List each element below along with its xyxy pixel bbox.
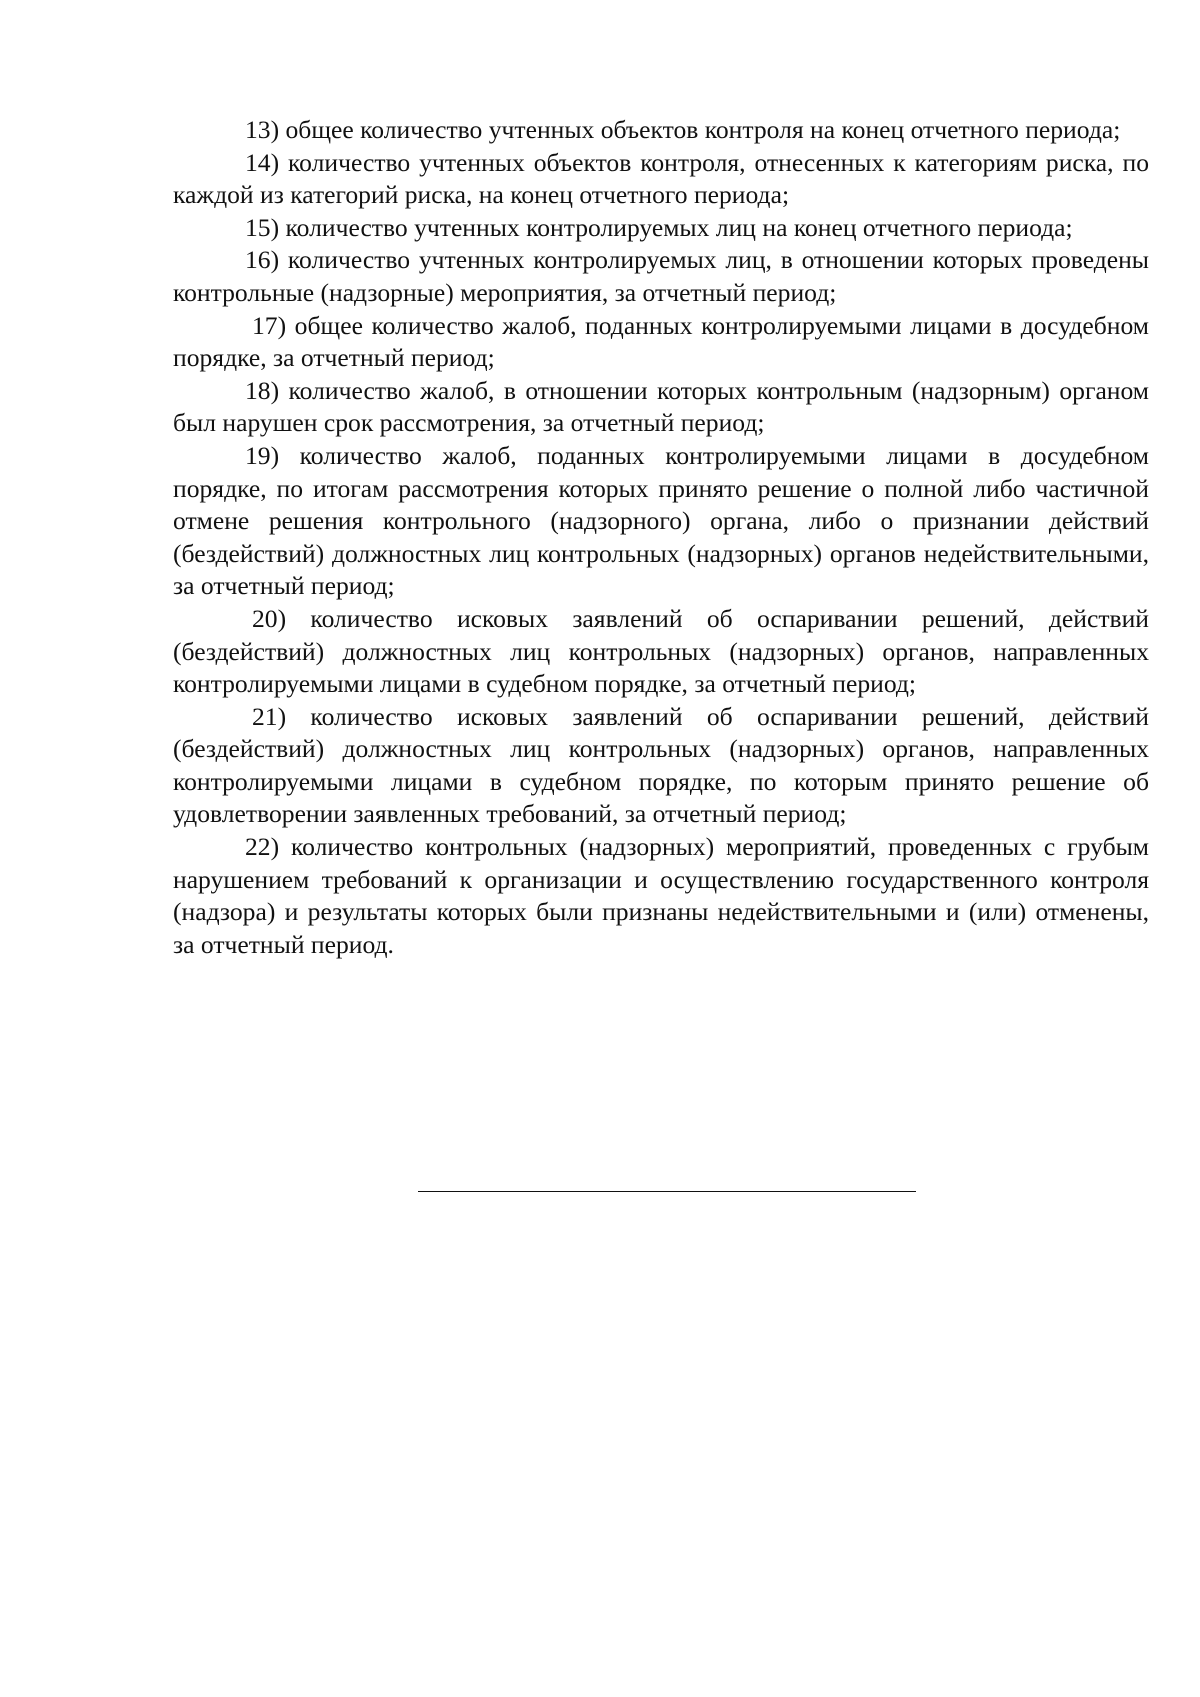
list-item-14: 14) количество учтенных объектов контроля, отнесенных к категориям риска, по каждой из категорий риска, на конец отчетного периода; (173, 147, 1149, 210)
document-body (173, 114, 1149, 961)
list-item-22: 22) количество контрольных (надзорных) мероприятий, проведенных с грубым нарушением требований к организации и осуществлению государственного контроля (надзора) и результаты которых были признаны недействительными и (или) отменены, за отчетный период. (173, 832, 1149, 959)
list-item-17: 17) общее количество жалоб, поданных контролируемыми лицами в досудебном порядке, за отчетный период; (173, 310, 1149, 373)
list-item-15: 15) количество учтенных контролируемых лиц на конец отчетного периода; (245, 212, 1073, 242)
list-item-18: 18) количество жалоб, в отношении которых контрольным (надзорным) органом был нарушен срок рассмотрения, за отчетный период; (173, 375, 1149, 438)
list-item-20: 20) количество исковых заявлений об оспаривании решений, действий (бездействий) должностных лиц контрольных (надзорных) органов, направленных контролируемыми лицами в судебном порядке, за отчетный период; (173, 603, 1149, 699)
end-divider-line (418, 1191, 916, 1192)
list-item-21: 21) количество исковых заявлений об оспаривании решений, действий (бездействий) должностных лиц контрольных (надзорных) органов, направленных контролируемыми лицами в судебном порядке, по которым принято решение об удовлетворении заявленных требований, за отчетный период; (173, 701, 1149, 829)
list-item-16: 16) количество учтенных контролируемых лиц, в отношении которых проведены контрольные (надзорные) мероприятия, за отчетный период; (173, 245, 1149, 307)
list-item-19: 19) количество жалоб, поданных контролируемыми лицами в досудебном порядке, по итогам рассмотрения которых принято решение о полной либо частичной отмене решения контрольного (надзорного) органа, либо о признании действий (бездействий) должностных лиц контрольных (надзорных) органов недействительными, за отчетный период; (173, 440, 1149, 601)
list-item-13: 13) общее количество учтенных объектов контроля на конец отчетного периода; (245, 115, 1121, 144)
